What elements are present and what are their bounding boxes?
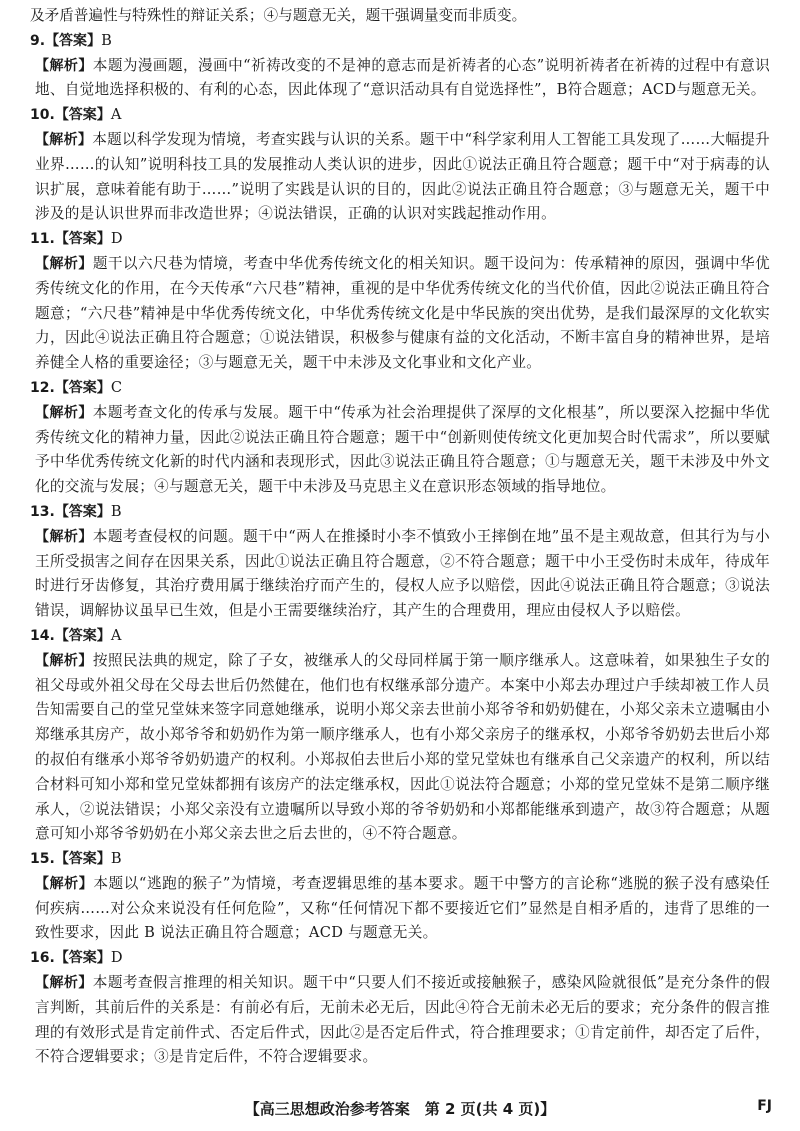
analysis-paragraph [35, 971, 770, 1070]
question-number: 15. [30, 851, 55, 868]
question-number: 10. [30, 107, 55, 124]
answer-tag: 【答案】 [54, 107, 111, 124]
answer-value: A [110, 626, 122, 644]
answer-item [30, 847, 770, 946]
answer-tag: 【答案】 [54, 379, 111, 396]
answer-line [30, 376, 770, 401]
analysis-paragraph [35, 872, 770, 946]
answer-tag: 【答案】 [54, 950, 111, 967]
answer-item [30, 227, 770, 376]
answer-value: D [110, 949, 123, 967]
answer-tag: 【答案】 [54, 231, 111, 248]
answer-value: A [110, 106, 122, 124]
answer-value: C [110, 378, 122, 396]
analysis-tag: 【解析】 [35, 131, 93, 148]
question-number: 9. [30, 32, 46, 49]
answer-item [30, 29, 770, 103]
answer-item [30, 946, 770, 1070]
analysis-paragraph [35, 54, 770, 104]
answer-line [30, 500, 770, 525]
answer-item [30, 376, 770, 500]
analysis-paragraph [35, 128, 770, 227]
answer-item [30, 103, 770, 227]
analysis-paragraph [35, 252, 770, 376]
question-number: 11. [30, 231, 55, 248]
answer-tag: 【答案】 [54, 851, 111, 868]
answer-value: B [110, 850, 122, 868]
answer-tag: 【答案】 [45, 32, 102, 49]
answer-tag: 【答案】 [54, 627, 111, 644]
analysis-tag: 【解析】 [35, 975, 93, 992]
question-number: 14. [30, 627, 55, 644]
analysis-text: 本题以“逃跑的猴子”为情境，考查逻辑思维的基本要求。题干中警方的言论称“逃脱的猴子没有感染任何疾病……对公众来说没有任何危险”，又称“任何情况下都不要接近它们”显然是自相矛盾的，违背了思维的一致性要求，因此 B 说法正确且符合题意；ACD 与题意无关。 [35, 874, 770, 942]
analysis-text: 本题为漫画题，漫画中“祈祷改变的不是神的意志而是祈祷者的心态”说明祈祷者在祈祷的过程中有意识地、自觉地选择积极的、有利的心态，因此体现了“意识活动具有自觉选择性”，B符合题意；ACD与题意无关。 [35, 56, 771, 99]
answer-line [30, 847, 770, 872]
intro-text: 及矛盾普遍性与特殊性的辩证关系；④与题意无关，题干强调量变而非质变。 [30, 7, 527, 24]
analysis-paragraph [35, 649, 770, 847]
analysis-tag: 【解析】 [35, 652, 93, 669]
analysis-text: 按照民法典的规定，除了子女，被继承人的父母同样属于第一顺序继承人。这意味着，如果独生子女的祖父母或外祖父母在父母去世后仍然健在，他们也有权继承部分遗产。本案中小郑去办理过户手续却被工作人员告知需要自己的堂兄堂妹来签字同意她继承，说明小郑父亲去世前小郑爷爷和奶奶健在，小郑父亲未立遗嘱由小郑继承其房产，故小郑爷爷和奶奶作为第一顺序继承人，也有小郑父亲房子的继承权，小郑爷爷奶奶去世后小郑的叔伯有继承小郑爷爷奶奶遗产的权利。小郑叔伯去世后小郑的堂兄堂妹也有继承自己父亲遗产的权利，所以结合材料可知小郑和堂兄堂妹都拥有该房产的法定继承权，因此①说法符合题意；小郑的堂兄堂妹不是第二顺序继承人，②说法错误；小郑父亲没有立遗嘱所以导致小郑的爷爷奶奶和小郑都能继承到遗产，故③符合题意；从题意可知小郑爷爷奶奶在小郑父亲去世之后去世的，④不符合题意。 [35, 651, 770, 843]
answer-line [30, 624, 770, 649]
question-number: 16. [30, 950, 55, 967]
answer-value: B [110, 502, 122, 520]
analysis-paragraph [35, 525, 770, 624]
footer-code: FJ [757, 1098, 772, 1114]
answer-value: B [101, 31, 112, 49]
analysis-text: 本题以科学发现为情境，考查实践与认识的关系。题干中“科学家利用人工智能工具发现了……大幅提升业界……的认知”说明科技工具的发展推动人类认识的进步，因此①说法正确且符合题意；题干中“对于病毒的认识扩展，意味着能有助于……”说明了实践是认识的目的，因此②说法正确且符合题意；③与题意无关，题干中涉及的是认识世界而非改造世界；④说法错误，正确的认识对实践起推动作用。 [35, 130, 770, 223]
answer-line [30, 946, 770, 971]
analysis-tag: 【解析】 [35, 57, 93, 74]
analysis-text: 题干以六尺巷为情境，考查中华优秀传统文化的相关知识。题干设问为：传承精神的原因，强调中华优秀传统文化的作用，在今天传承“六尺巷”精神，重视的是中华优秀传统文化的当代价值，因此②说法正确且符合题意；“六尺巷”精神是中华优秀传统文化，中华优秀传统文化是中华民族的突出优势，是我们最深厚的文化软实力，因此④说法正确且符合题意；①说法错误，积极参与健康有益的文化活动，不断丰富自身的精神世界，是培养健全人格的重要途径；③与题意无关，题干中未涉及文化事业和文化产业。 [35, 254, 770, 372]
analysis-text: 本题考查侵权的问题。题干中“两人在推搡时小李不慎致小王摔倒在地”虽不是主观故意，但其行为与小王所受损害之间存在因果关系，因此①说法正确且符合题意，②不符合题意；题干中小王受伤时未成年，待成年时进行牙齿修复，其治疗费用属于继续治疗而产生的，侵权人应予以赔偿，因此④说法正确且符合题意；③说法错误，调解协议虽早已生效，但是小王需要继续治疗，其产生的合理费用，理应由侵权人予以赔偿。 [35, 527, 771, 620]
analysis-tag: 【解析】 [35, 528, 93, 545]
analysis-tag: 【解析】 [35, 255, 93, 272]
analysis-paragraph [35, 401, 770, 500]
answer-value: D [110, 230, 123, 248]
answer-line [30, 29, 770, 54]
answer-item [30, 624, 770, 847]
analysis-text: 本题考查文化的传承与发展。题干中“传承为社会治理提供了深厚的文化根基”，所以要深入挖掘中华优秀传统文化的精神力量，因此②说法正确且符合题意；题干中“创新则使传统文化更加契合时代需求”，所以要赋予中华优秀传统文化新的时代内涵和表现形式，因此③说法正确且符合题意；①与题意无关，题干未涉及中外文化的交流与发展；④与题意无关，题干中未涉及马克思主义在意识形态领域的指导地位。 [35, 403, 771, 496]
answer-list [30, 29, 770, 1070]
answer-item [30, 500, 770, 624]
analysis-tag: 【解析】 [35, 404, 93, 421]
document-body [30, 4, 770, 1070]
answer-line [30, 103, 770, 128]
answer-line [30, 227, 770, 252]
question-number: 12. [30, 379, 55, 396]
answer-tag: 【答案】 [54, 503, 111, 520]
footer-title: 【高三思想政治参考答案 第 2 页(共 4 页)】 [244, 1100, 556, 1118]
question-number: 13. [30, 503, 55, 520]
analysis-tag: 【解析】 [35, 875, 94, 892]
page-footer [0, 1098, 800, 1122]
analysis-text: 本题考查假言推理的相关知识。题干中“只要人们不接近或接触猴子，感染风险就很低”是充分条件的假言判断，其前后件的关系是：有前必有后，无前未必无后，因此④符合无前未必无后的要求；充分条件的假言推理的有效形式是肯定前件式、否定后件式，因此②是否定后件式，符合推理要求；①肯定前件，却否定了后件，不符合逻辑要求；③是肯定后件，不符合逻辑要求。 [35, 974, 771, 1066]
